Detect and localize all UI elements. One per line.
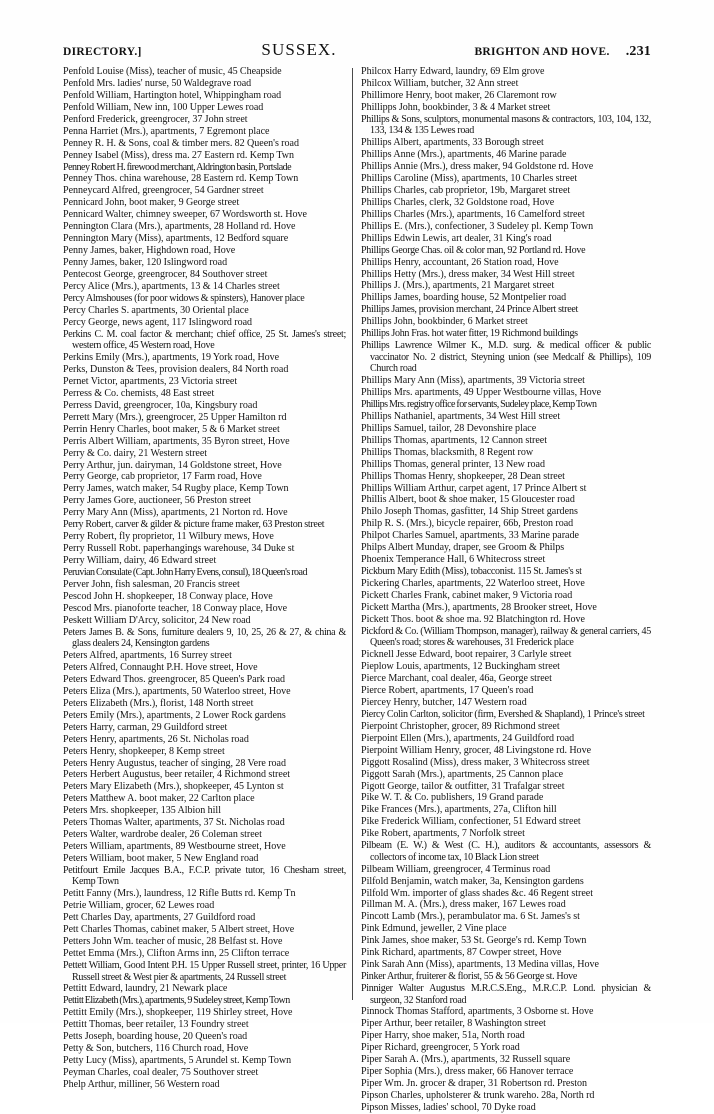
directory-entry: Peyman Charles, coal dealer, 75 Southover street: [63, 1067, 259, 1078]
directory-entry: Phillips Henry, accountant, 26 Station road, Hove: [361, 256, 559, 268]
directory-entry: Phillips Mrs. registry office for servants, Sudeley place, Kemp Town: [361, 398, 597, 410]
directory-entry: Perry George, cab proprietor, 17 Farm road, Hove: [63, 471, 262, 483]
directory-entry: Pike Frederick William, confectioner, 51 Edward street: [361, 816, 581, 828]
directory-entry: Phillips Thomas, apartments, 12 Cannon street: [361, 434, 547, 446]
directory-entry: Peters Thomas Walter, apartments, 37 St. Nicholas road: [63, 817, 285, 829]
directory-entry: Pernet Victor, apartments, 23 Victoria street: [63, 375, 238, 387]
directory-entry: Perry Robert, carver & gilder & picture frame maker, 63 Preston street: [63, 519, 325, 531]
directory-entry: Peters Emily (Mrs.), apartments, 2 Lower Rock gardens: [63, 709, 286, 721]
directory-entry: Piggott Sarah (Mrs.), apartments, 25 Cannon place: [361, 768, 564, 780]
directory-entry: Peters Alfred, Connaught P.H. Hove street, Hove: [63, 662, 258, 673]
directory-entry: Penny James, baker, Highdown road, Hove: [63, 245, 236, 257]
directory-entry: Pinker Arthur, fruiterer & florist, 55 & 56 George st. Hove: [361, 971, 577, 983]
directory-entry: Peters William, apartments, 89 Westbourne street, Hove: [63, 841, 286, 853]
directory-entry: Phillips James, provision merchant, 24 Prince Albert street: [361, 304, 579, 316]
directory-entry: Pettitt Thomas, beer retailer, 13 Foundry street: [63, 1019, 249, 1031]
directory-entry: Perver John, fish salesman, 20 Francis street: [63, 578, 240, 590]
directory-entry: Phillips Hetty (Mrs.), dress maker, 34 West Hill street: [361, 268, 575, 280]
directory-entry: Peters Mrs. shopkeeper, 135 Albion hill: [63, 805, 221, 817]
directory-entry: Petrie William, grocer, 62 Lewes road: [63, 900, 215, 912]
directory-entry: Pilbeam William, greengrocer, 4 Terminus road: [361, 863, 551, 875]
directory-entry: Philps Albert Munday, draper, see Groom & Philps: [361, 542, 565, 554]
directory-entry: Penfold Mrs. ladies' nurse, 50 Waldegrave road: [63, 77, 252, 89]
directory-entry: Pilbeam (E. W.) & West (C. H.), auditors & accountants, assessors & collectors of income tax, 10 Black Lion street: [361, 840, 651, 863]
directory-entry: Pennicard Walter, chimney sweeper, 67 Wordsworth st. Hove: [63, 209, 307, 221]
directory-entry: Peters Alfred, apartments, 16 Surrey street: [63, 650, 232, 662]
directory-entry: Phillips Samuel, tailor, 28 Devonshire place: [361, 422, 537, 434]
directory-entry: Phillips Thomas Henry, shopkeeper, 28 Dean street: [361, 470, 565, 482]
directory-entry: Petty Lucy (Miss), apartments, 5 Arundel st. Kemp Town: [63, 1055, 292, 1067]
directory-entry: Phillips J. (Mrs.), apartments, 21 Margaret street: [361, 280, 555, 292]
directory-entry: Perry James, watch maker, 54 Rugby place, Kemp Town: [63, 483, 289, 495]
directory-entry: Perry James Gore, auctioneer, 56 Preston street: [63, 495, 252, 507]
running-head-center: SUSSEX.: [261, 40, 337, 59]
directory-entry: Percy Charles S. apartments, 30 Oriental place: [63, 304, 249, 316]
directory-entry: Pink Richard, apartments, 87 Cowper street, Hove: [361, 947, 562, 959]
directory-entry: Phillips Annie (Mrs.), dress maker, 94 Goldstone rd. Hove: [361, 161, 594, 173]
directory-entry: Penney Thos. china warehouse, 28 Eastern rd. Kemp Town: [63, 173, 299, 185]
directory-entry: Piercey Henry, butcher, 147 Western road: [361, 696, 527, 708]
directory-entry: Pett Charles Day, apartments, 27 Guildford road: [63, 912, 256, 924]
directory-entry: Pigott George, tailor & outfitter, 31 Trafalgar street: [361, 780, 565, 792]
directory-entry: Penfold Louise (Miss), teacher of music, 45 Cheapside: [63, 66, 282, 77]
directory-entry: Phillips George Chas. oil & color man, 92 Portland rd. Hove: [361, 244, 586, 256]
directory-entry: Perry Robert, fly proprietor, 11 Wilbury mews, Hove: [63, 531, 274, 543]
directory-entry: Piper Wm. Jn. grocer & draper, 31 Robertson rd. Preston: [361, 1078, 588, 1090]
directory-entry: Phelp Arthur, milliner, 56 Western road: [63, 1078, 220, 1090]
directory-entry: Phillips Charles, cab proprietor, 19b, Margaret street: [361, 184, 571, 196]
directory-entry: Piper Arthur, beer retailer, 8 Washington street: [361, 1018, 546, 1030]
directory-entry: Phillips James, boarding house, 52 Montpelier road: [361, 292, 567, 304]
directory-entry: Peters James B. & Sons, furniture dealers 9, 10, 25, 26 & 27, & china & glass dealers 24, Kensington gardens: [63, 626, 346, 650]
directory-entry: Piper Sarah A. (Mrs.), apartments, 32 Russell square: [361, 1054, 571, 1066]
directory-entry: Pike Robert, apartments, 7 Norfolk street: [361, 828, 525, 840]
directory-entry: Philcox William, butcher, 32 Ann street: [361, 77, 519, 89]
directory-entry: Petitt Fanny (Mrs.), laundress, 12 Rifle Butts rd. Kemp Tn: [63, 888, 296, 900]
directory-entry: Perry Mary Ann (Miss), apartments, 21 Norton rd. Hove: [63, 507, 288, 519]
directory-entry: Phillis Albert, boot & shoe maker, 15 Gloucester road: [361, 494, 575, 506]
directory-entry: Penneycard Alfred, greengrocer, 54 Gardner street: [63, 185, 264, 197]
directory-entry: Penney Isabel (Miss), dress ma. 27 Eastern rd. Kemp Twn: [63, 149, 295, 161]
directory-entry: Pierpoint Ellen (Mrs.), apartments, 24 Guildford road: [361, 732, 575, 744]
directory-entry: Pierce Robert, apartments, 17 Queen's road: [361, 685, 534, 696]
directory-entry: Phillips E. (Mrs.), confectioner, 3 Sudeley pl. Kemp Town: [361, 220, 594, 232]
directory-entry: Phillips & Sons, sculptors, monumental masons & contractors, 103, 104, 132, 133, 134 & 135 Lewes road: [361, 113, 651, 137]
directory-entry: Pickett Thos. boot & shoe ma. 92 Blatchington rd. Hove: [361, 613, 585, 625]
directory-entry: Phillips William Arthur, carpet agent, 17 Prince Albert st: [361, 482, 587, 494]
directory-entry: Phillips Edwin Lewis, art dealer, 31 King's road: [361, 232, 552, 244]
directory-entry: Phillips John, bookbinder, 6 Market street: [361, 316, 528, 328]
directory-entry: Perry & Co. dairy, 21 Western street: [63, 447, 208, 459]
directory-entry: Pescod John H. shopkeeper, 18 Conway place, Hove: [63, 590, 273, 602]
directory-entry: Penny James, baker, 120 Islingword road: [63, 257, 228, 268]
directory-entry: Penney Robert H. firewood merchant, Aldrington basin, Portslade: [63, 161, 292, 173]
directory-entry: Pilfold Benjamin, watch maker, 3a, Kensington gardens: [361, 875, 584, 887]
directory-entry: Perress & Co. chemists, 48 East street: [63, 387, 215, 399]
directory-entry: Perks, Dunston & Tees, provision dealers, 84 North road: [63, 364, 289, 375]
directory-entry: Pierpoint Christopher, grocer, 89 Richmond street: [361, 720, 560, 732]
directory-entry: Pipson Charles, upholsterer & trunk wareho. 28a, North rd: [361, 1090, 595, 1101]
directory-entry: Perkins Emily (Mrs.), apartments, 19 York road, Hove: [63, 352, 280, 364]
directory-entry: Pierpoint William Henry, grocer, 48 Livingstone rd. Hove: [361, 744, 592, 756]
directory-entry: Pinniger Walter Augustus M.R.C.S.Eng., M.R.C.P. Lond. physician & surgeon, 32 Stanford road: [361, 983, 651, 1006]
directory-entry: Piggott Rosalind (Miss), dress maker, 3 Whitecross street: [361, 756, 590, 768]
directory-entry: Peskett William D'Arcy, solicitor, 24 New road: [63, 614, 251, 626]
directory-entry: Philcox Harry Edward, laundry, 69 Elm grove: [361, 66, 545, 77]
directory-entry: Piper Sophia (Mrs.), dress maker, 66 Hanover terrace: [361, 1066, 574, 1078]
directory-entry: Phillips Charles (Mrs.), apartments, 16 Camelford street: [361, 208, 585, 220]
directory-entry: Pickett Martha (Mrs.), apartments, 28 Brooker street, Hove: [361, 601, 597, 613]
directory-entry: Pett Charles Thomas, cabinet maker, 5 Albert street, Hove: [63, 924, 295, 936]
directory-entry: Pescod Mrs. pianoforte teacher, 18 Conway place, Hove: [63, 602, 288, 614]
directory-entry: Piper Richard, greengrocer, 5 York road: [361, 1042, 520, 1054]
directory-entry: Philo Joseph Thomas, gasfitter, 14 Ship Street gardens: [361, 506, 578, 518]
directory-entry: Philp R. S. (Mrs.), bicycle repairer, 66b, Preston road: [361, 518, 574, 530]
running-head: [63, 40, 651, 60]
directory-entry: Phillips Albert, apartments, 33 Borough street: [361, 137, 544, 149]
directory-entry: Phillips Caroline (Miss), apartments, 10 Charles street: [361, 173, 578, 184]
directory-entry: Pillman M. A. (Mrs.), dress maker, 167 Lewes road: [361, 899, 566, 911]
directory-entry: Perris Albert William, apartments, 35 Byron street, Hove: [63, 435, 290, 447]
directory-entry: Penna Harriet (Mrs.), apartments, 7 Egremont place: [63, 125, 270, 137]
page-number: .231: [625, 44, 651, 59]
directory-entry: Pennicard John, boot maker, 9 George street: [63, 197, 240, 209]
directory-entry: Perrin Henry Charles, boot maker, 5 & 6 Market street: [63, 423, 280, 435]
directory-entry: Phillips Lawrence Wilmer K., M.D. surg. & medical officer & public vaccinator No. 2 district, Steyning union (see Medcalf & Phillips), 109 Church road: [361, 340, 651, 375]
directory-entry: Petty & Son, butchers, 116 Church road, Hove: [63, 1043, 249, 1055]
directory-entry: Penford Frederick, greengrocer, 37 John street: [63, 113, 248, 125]
directory-column-left: [63, 66, 346, 1091]
directory-entry: Pike W. T. & Co. publishers, 19 Grand parade: [361, 792, 544, 804]
directory-entry: Phillips Nathaniel, apartments, 34 West Hill street: [361, 410, 561, 422]
directory-entry: Pettitt Emily (Mrs.), shopkeeper, 119 Shirley street, Hove: [63, 1007, 293, 1019]
directory-entry: Perry Russell Robt. paperhangings warehouse, 34 Duke st: [63, 543, 295, 555]
directory-entry: Peters Henry, apartments, 26 St. Nicholas road: [63, 733, 249, 745]
directory-entry: Phillips Charles, clerk, 32 Goldstone road, Hove: [361, 196, 555, 208]
column-divider-rule: [352, 68, 353, 1000]
directory-entry: Percy George, news agent, 117 Islingword road: [63, 316, 253, 328]
directory-entry: Piercy Colin Carlton, solicitor (firm, Evershed & Shapland), 1 Prince's street: [361, 708, 645, 720]
directory-entry: Petitfourt Emile Jacques B.A., F.C.P. private tutor, 16 Chesham street, Kemp Town: [63, 864, 346, 888]
directory-entry: Pike Frances (Mrs.), apartments, 27a, Clifton hill: [361, 804, 557, 816]
directory-entry: Percy Alice (Mrs.), apartments, 13 & 14 Charles street: [63, 280, 280, 292]
running-head-right: BRIGHTON AND HOVE.: [474, 46, 610, 58]
directory-entry: Penfold William, Hartington hotel, Whippingham road: [63, 89, 282, 101]
directory-entry: Piper Harry, shoe maker, 51a, North road: [361, 1030, 525, 1042]
directory-entry: Peters Harry, carman, 29 Guildford street: [63, 721, 228, 733]
directory-entry: Pipson Misses, ladies' school, 70 Dyke road: [361, 1101, 536, 1113]
directory-entry: Pierce Marchant, coal dealer, 46a, George street: [361, 673, 552, 685]
directory-entry: Phillips John Fras. hot water fitter, 19 Richmond buildings: [361, 328, 578, 340]
directory-entry: Peters Henry, shopkeeper, 8 Kemp street: [63, 745, 225, 757]
directory-entry: Peters Henry Augustus, teacher of singing, 28 Vere road: [63, 757, 286, 769]
directory-entry: Pickburn Mary Edith (Miss), tobacconist. 115 St. James's st: [361, 566, 582, 578]
directory-entry: Pennington Clara (Mrs.), apartments, 28 Holland rd. Hove: [63, 221, 296, 233]
directory-entry: Peters Matthew A. boot maker, 22 Carlton place: [63, 793, 255, 805]
directory-entry: Pettett William, Good Intent P.H. 15 Upper Russell street, printer, 16 Upper Russell street & West pier & apartments, 24 Russell street: [63, 960, 346, 983]
directory-entry: Pinnock Thomas Stafford, apartments, 3 Osborne st. Hove: [361, 1006, 594, 1018]
directory-entry: Perry William, dairy, 46 Edward street: [63, 555, 217, 566]
directory-entry: Peters Walter, wardrobe dealer, 26 Coleman street: [63, 829, 262, 841]
directory-entry: Phoenix Temperance Hall, 6 Whitecross street: [361, 554, 546, 566]
directory-entry: Perress David, greengrocer, 10a, Kingsbury road: [63, 399, 258, 411]
directory-entry: Phillimore Henry, boot maker, 26 Claremont row: [361, 89, 557, 101]
directory-entry: Peters Mary Elizabeth (Mrs.), shopkeeper, 45 Lynton st: [63, 781, 284, 793]
directory-entry: Pickford & Co. (William Thompson, manager), railway & general carriers, 45 Queen's road; stores & warehouses, 31 Frederick place: [361, 625, 651, 649]
directory-entry: Perry Arthur, jun. dairyman, 14 Goldstone street, Hove: [63, 459, 282, 471]
directory-entry: Pettitt Edward, laundry, 21 Newark place: [63, 983, 228, 995]
directory-entry: Picknell Jesse Edward, boot repairer, 3 Carlyle street: [361, 649, 572, 661]
directory-entry: Phillips Mary Ann (Miss), apartments, 39 Victoria street: [361, 375, 585, 387]
directory-entry: Penfold William, New inn, 100 Upper Lewes road: [63, 101, 264, 113]
directory-entry: Peters Eliza (Mrs.), apartments, 50 Waterloo street, Hove: [63, 685, 291, 697]
directory-entry: Pilfold Wm. importer of glass shades &c. 46 Regent street: [361, 887, 593, 899]
directory-entry: Phillips Mrs. apartments, 49 Upper Westbourne villas, Hove: [361, 387, 602, 398]
directory-entry: Pieplow Louis, apartments, 12 Buckingham street: [361, 661, 560, 673]
directory-column-right: [361, 66, 651, 1114]
directory-entry: Peters Elizabeth (Mrs.), florist, 148 North street: [63, 697, 254, 709]
directory-entry: Petters John Wm. teacher of music, 28 Belfast st. Hove: [63, 936, 283, 948]
directory-entry: Peters Edward Thos. greengrocer, 85 Queen's Park road: [63, 673, 286, 685]
directory-entry: Percy Almshouses (for poor widows & spinsters), Hanover place: [63, 292, 305, 304]
directory-entry: Phillips Thomas, general printer, 13 New road: [361, 458, 545, 470]
directory-entry: Pink Sarah Ann (Miss), apartments, 13 Medina villas, Hove: [361, 959, 599, 971]
directory-entry: Phillips Anne (Mrs.), apartments, 46 Marine parade: [361, 149, 567, 161]
directory-entry: Pickering Charles, apartments, 22 Waterloo street, Hove: [361, 578, 585, 589]
directory-entry: Pink Edmund, jeweller, 2 Vine place: [361, 923, 507, 935]
directory-entry: Phillipps John, bookbinder, 3 & 4 Market street: [361, 101, 551, 113]
directory-entry: Peters Herbert Augustus, beer retailer, 4 Richmond street: [63, 769, 291, 781]
directory-entry: Pettet Emma (Mrs.), Clifton Arms inn, 25 Clifton terrace: [63, 948, 290, 960]
directory-entry: Pentecost George, greengrocer, 84 Southover street: [63, 268, 268, 280]
directory-entry: Perkins C. M. coal factor & merchant; chief office, 25 St. James's street; western office, 45 Western road, Hove: [63, 328, 346, 352]
directory-entry: Phillips Thomas, blacksmith, 8 Regent row: [361, 446, 534, 458]
directory-entry: Pennington Mary (Miss), apartments, 12 Bedford square: [63, 233, 289, 245]
directory-entry: Peruvian Consulate (Capt. John Harry Evens, consul), 18 Queen's road: [63, 566, 307, 578]
directory-entry: Penney R. H. & Sons, coal & timber mers. 82 Queen's road: [63, 137, 299, 149]
directory-entry: Pink James, shoe maker, 53 St. George's rd. Kemp Town: [361, 935, 587, 947]
running-head-left: DIRECTORY.]: [63, 46, 142, 58]
directory-entry: Perrett Mary (Mrs.), greengrocer, 25 Upper Hamilton rd: [63, 411, 287, 423]
directory-entry: Pettitt Elizabeth (Mrs.), apartments, 9 Sudeley street, Kemp Town: [63, 995, 290, 1007]
directory-entry: Philpot Charles Samuel, apartments, 33 Marine parade: [361, 530, 579, 542]
directory-entry: Pincott Lamb (Mrs.), perambulator ma. 6 St. James's st: [361, 911, 580, 923]
directory-entry: Petts Joseph, boarding house, 20 Queen's road: [63, 1031, 248, 1043]
directory-entry: Peters William, boot maker, 5 New England road: [63, 853, 259, 864]
directory-entry: Pickett Charles Frank, cabinet maker, 9 Victoria road: [361, 589, 573, 601]
